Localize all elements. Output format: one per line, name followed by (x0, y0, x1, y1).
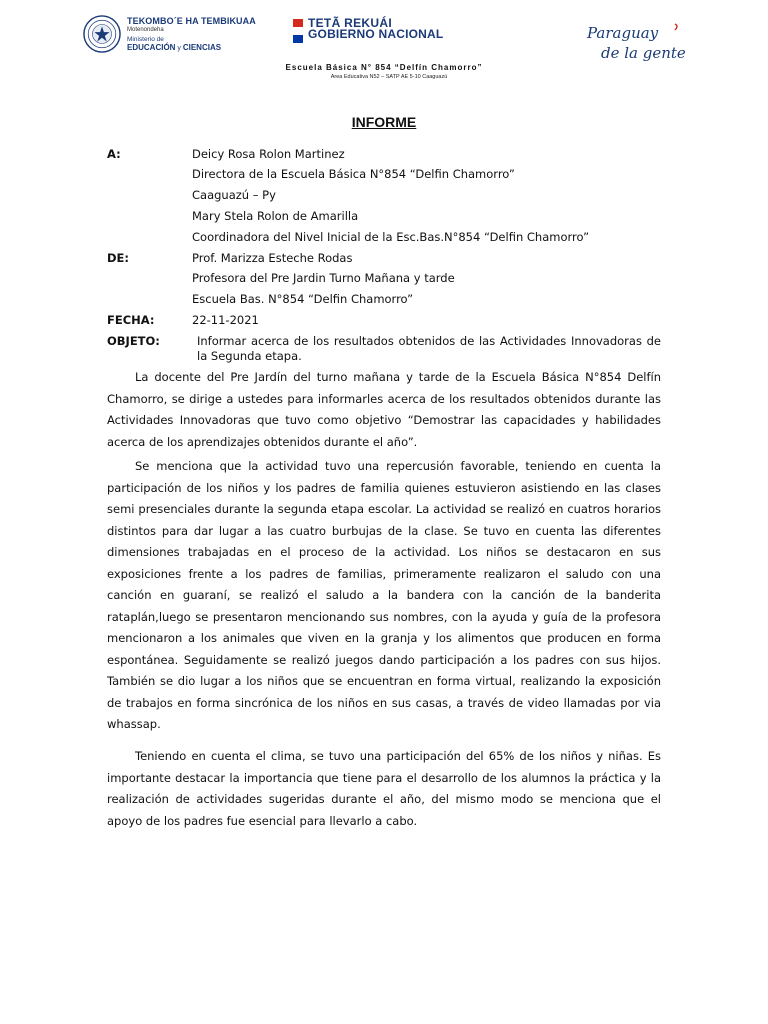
recipient-line: Deicy Rosa Rolon Martinez (192, 147, 345, 161)
recipient-line: Directora de la Escuela Básica N°854 “Delfin Chamorro” (192, 167, 515, 181)
svg-text:Paraguay: Paraguay (587, 24, 659, 42)
school-area: Area Educativa N52 – SATP AE 5-10 Caaguazú (330, 74, 448, 80)
sender-line: Profesora del Pre Jardin Turno Mañana y tarde (192, 271, 455, 285)
ministry-guarani-name: TEKOMBO´E HA TEMBIKUAA (127, 16, 256, 26)
ministry-label: Ministerio de (127, 36, 164, 43)
paraguay-de-la-gente-logo (583, 20, 701, 66)
recipient-line: Coordinadora del Nivel Inicial de la Esc.Bas.N°854 “Delfin Chamorro” (192, 230, 590, 244)
national-seal-logo (83, 15, 121, 53)
recipient-line: Caaguazú – Py (192, 188, 276, 202)
government-name: GOBIERNO NACIONAL (308, 27, 444, 41)
subject-label: OBJETO: (107, 334, 160, 348)
ministry-logo (127, 16, 256, 52)
government-logo (308, 18, 443, 40)
svg-text:de la gente: de la gente (601, 44, 686, 62)
ministry-motto: Motenondeha (127, 27, 164, 33)
ministry-name: EDUCACIÓN y CIENCIAS (127, 43, 222, 52)
body-paragraph: La docente del Pre Jardín del turno mañana y tarde de la Escuela Básica N°854 Delfín Chamorro, se dirige a ustedes para informarles acerca de los resultados obtenidos durante las Actividades Innovadoras que tuvo como objetivo “Demostrar las capacidades y habilidades acerca de los aprendizajes obtenidos durante el año”. (107, 370, 661, 449)
recipient-label: A: (107, 147, 121, 161)
flag-icon (293, 19, 303, 43)
government-guarani-name: TETÃ REKUÁI (308, 16, 392, 30)
body-paragraph: Se menciona que la actividad tuvo una repercusión favorable, teniendo en cuenta la participación de los niños y los padres de familia quienes estuvieron asistiendo en las clases semi presenciales durante la segunda etapa escolar. La actividad se realizó en cuatros horarios distintos para dar lugar a las cuatro burbujas de la clase. Se tuvo en cuenta las diferentes dimensiones trabajadas en el proceso de la actividad. Los niños se destacaron en sus exposiciones frente a los padres de familias, primeramente realizaron el saludo con una canción en guaraní, se realizó el saludo a la bandera con la canción de la banderita rataplán,luego se presentaron mencionando sus nombres, con la ayuda y guía de la profesora mencionaron a los animales que viven en la granja y los alimentos que producen en forma espontánea. Seguidamente se realizó juegos dando participación a los padres con sus hijos. También se dio lugar a los niños que se encuentran en forma virtual, realizando la exposición de trabajos en forma sincrónica de los niños en sus casas, a través de video llamadas por via whassap. (107, 459, 661, 731)
document-title: INFORME (351, 114, 417, 130)
school-name: Escuela Básica N° 854 “Delfín Chamorro” (285, 63, 483, 72)
subject-value: Informar acerca de los resultados obtenidos de las Actividades Innovadoras de la Segunda etapa. (197, 334, 661, 363)
date-label: FECHA: (107, 313, 155, 327)
date-value: 22-11-2021 (192, 313, 259, 327)
body-paragraph: Teniendo en cuenta el clima, se tuvo una participación del 65% de los niños y niñas. Es importante destacar la importancia que tiene para el desarrollo de los alumnos la práctica y la realización de actividades sugeridas durante el año, del mismo modo se menciona que el apoyo de los padres fue esencial para llevarlo a cabo. (107, 749, 661, 828)
sender-line: Prof. Marizza Esteche Rodas (192, 251, 353, 265)
sender-label: DE: (107, 251, 130, 265)
recipient-line: Mary Stela Rolon de Amarilla (192, 209, 359, 223)
sender-line: Escuela Bas. N°854 “Delfin Chamorro” (192, 292, 414, 306)
